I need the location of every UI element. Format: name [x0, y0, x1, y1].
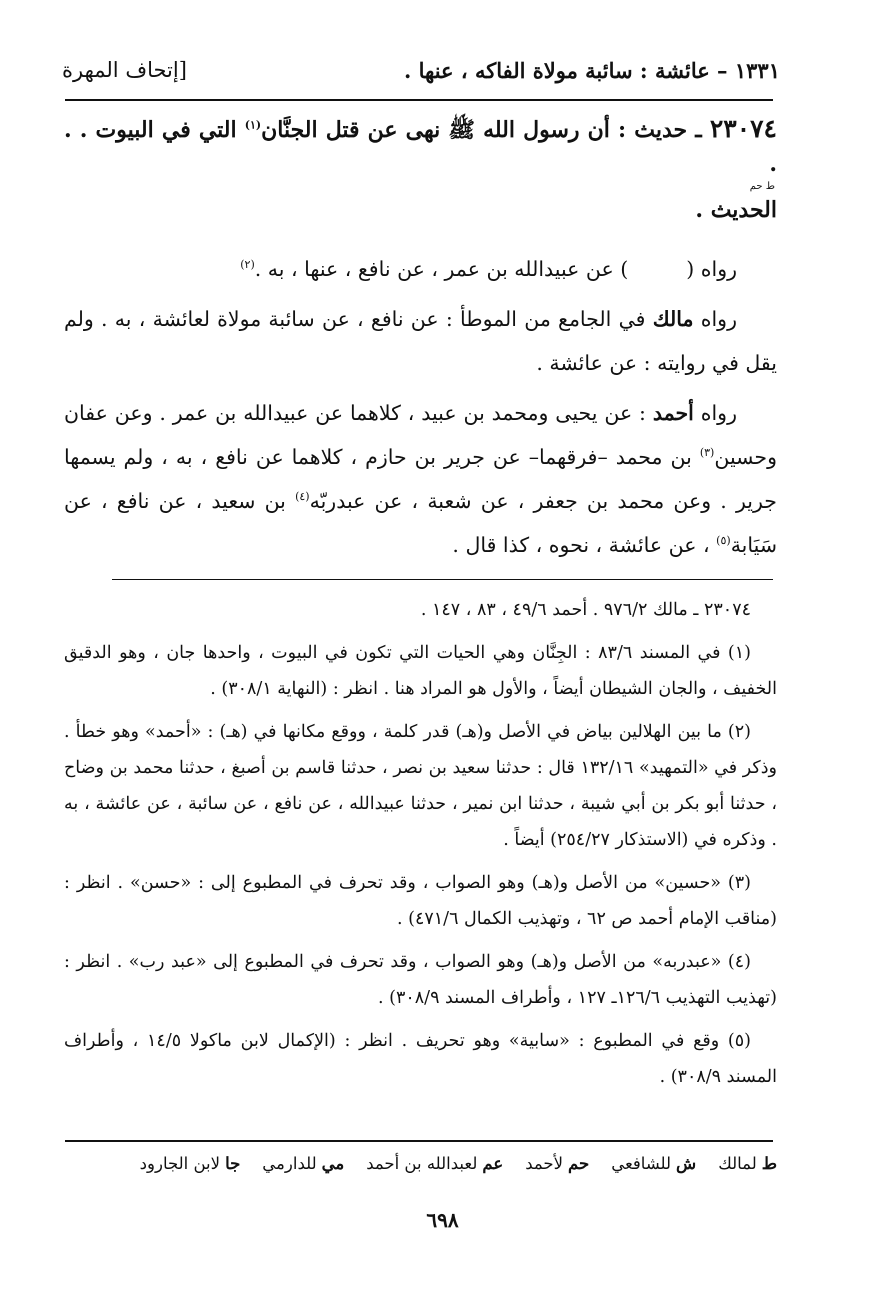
abbreviation-legend [60, 1154, 777, 1173]
legend-item: حم لأحمد [525, 1154, 590, 1173]
legend-item: عم لعبدالله بن أحمد [366, 1154, 504, 1173]
p3-c: بن سعيد ، عن نافع ، عن سَيَابة [64, 489, 777, 557]
p1-start: رواه ( [686, 257, 737, 281]
hadith-title-last: الحديث . [695, 197, 777, 223]
legend-item: ط لمالك [718, 1154, 777, 1173]
hadith-title-text: ـ حديث : أن رسول الله ﷺ نهى عن قتل الجنَّان [261, 117, 702, 143]
paragraph-2 [64, 297, 777, 385]
p1-end: ) عن عبيدالله بن عمر ، عن نافع ، عنها ، به . [254, 257, 629, 281]
p3-a: : عن يحيى ومحمد بن عبيد ، كلاهما عن عبيدالله بن عمر . وعن عفان وحسين [64, 401, 777, 469]
legend-item: جا لابن الجارود [139, 1154, 241, 1173]
paragraph-1 [64, 247, 777, 291]
hadith-title-end: التي في البيوت . . . [64, 117, 777, 177]
p3-b: بن محمد –فرقهما– عن جرير بن حازم ، كلاهما عن نافع ، به ، ولم يسمها جرير . وعن محمد بن جعفر ، عن شعبة ، عن عبدربّه [64, 445, 777, 513]
footnote-2: (٢) ما بين الهلالين بياض في الأصل و(هـ) قدر كلمة ، ووقع مكانها في (هـ) : «أحمد» وهو خطأ . وذكر في «التمهيد» ١٣٢/١٦ قال : حدثنا سعيد بن نصر ، حدثنا قاسم بن أصبغ ، حدثنا محمد بن وضاح ، حدثنا أبو بكر بن أبي شيبة ، حدثنا ابن نمير ، حدثنا عبيدالله ، عن نافع ، عن سائبة ، عن عائشة ، به . وذكره في (الاستذكار ٢٥٤/٢٧) أيضاً . [64, 722, 777, 850]
legend-item: ش للشافعي [611, 1154, 697, 1173]
footnote-ref-5: (٥) [716, 534, 731, 548]
header-rule [65, 99, 773, 101]
paragraph-3 [64, 391, 777, 567]
hadith-number: ٢٣٠٧٤ [709, 114, 777, 143]
hadith-heading [64, 112, 777, 227]
narrator-malik: مالك [652, 307, 694, 331]
p3-d: ، عن عائشة ، نحوه ، كذا قال . [452, 533, 710, 557]
narrator-ahmad: أحمد [652, 401, 694, 425]
footnote-ref-4: (٤) [295, 490, 310, 504]
p2-text: في الجامع من الموطأ : عن نافع ، عن سائبة مولاة لعائشة ، به . ولم يقل في روايته : عن عائشة . [64, 307, 777, 375]
legend-rule [65, 1140, 773, 1142]
book-title: [إتحاف المهرة [62, 58, 187, 82]
chapter-title: ١٣٣١ – عائشة : سائبة مولاة الفاكه ، عنها . [404, 57, 780, 83]
page-number: ٦٩٨ [426, 1208, 459, 1232]
footnote-rule [112, 579, 773, 580]
source-marks: ط حم [749, 181, 775, 192]
footnote-5: (٥) وقع في المطبوع : «سابية» وهو تحريف . انظر : (الإكمال لابن ماكولا ١٤/٥ ، وأطراف المسند ٣٠٨/٩) . [64, 1031, 777, 1087]
footnote-1: (١) في المسند ٨٣/٦ : الجِنَّان وهي الحيات التي تكون في البيوت ، واحدها جان ، وهو الدقيق الخفيف ، والجان الشيطان أيضاً ، والأول هو المراد هنا . انظر : (النهاية ٣٠٨/١) . [64, 643, 777, 699]
footnote-3: (٣) «حسين» من الأصل و(هـ) وهو الصواب ، وقد تحرف في المطبوع إلى : «حسن» . انظر : (مناقب الإمام أحمد ص ٦٢ ، وتهذيب الكمال ٤٧١/٦) . [64, 873, 777, 929]
running-header [62, 50, 780, 90]
footnote-ref-2: (٢) [240, 258, 255, 272]
footnote-4: (٤) «عبدربه» من الأصل و(هـ) وهو الصواب ، وقد تحرف في المطبوع إلى «عبد رب» . انظر : (تهذيب التهذيب ١٢٦/٦ـ ١٢٧ ، وأطراف المسند ٣٠٨/٩) . [64, 952, 777, 1008]
footnotes [64, 592, 777, 1102]
footnote-source: ٢٣٠٧٤ ـ مالك ٩٧٦/٢ . أحمد ٤٩/٦ ، ٨٣ ، ١٤٧ . [420, 600, 751, 620]
p3-start: رواه [700, 401, 737, 425]
legend-item: مي للدارمي [262, 1154, 345, 1173]
p2-start: رواه [700, 307, 737, 331]
footnote-ref-3: (٣) [699, 446, 715, 460]
footnote-ref-1: (١) [244, 118, 262, 132]
main-text [64, 112, 777, 573]
